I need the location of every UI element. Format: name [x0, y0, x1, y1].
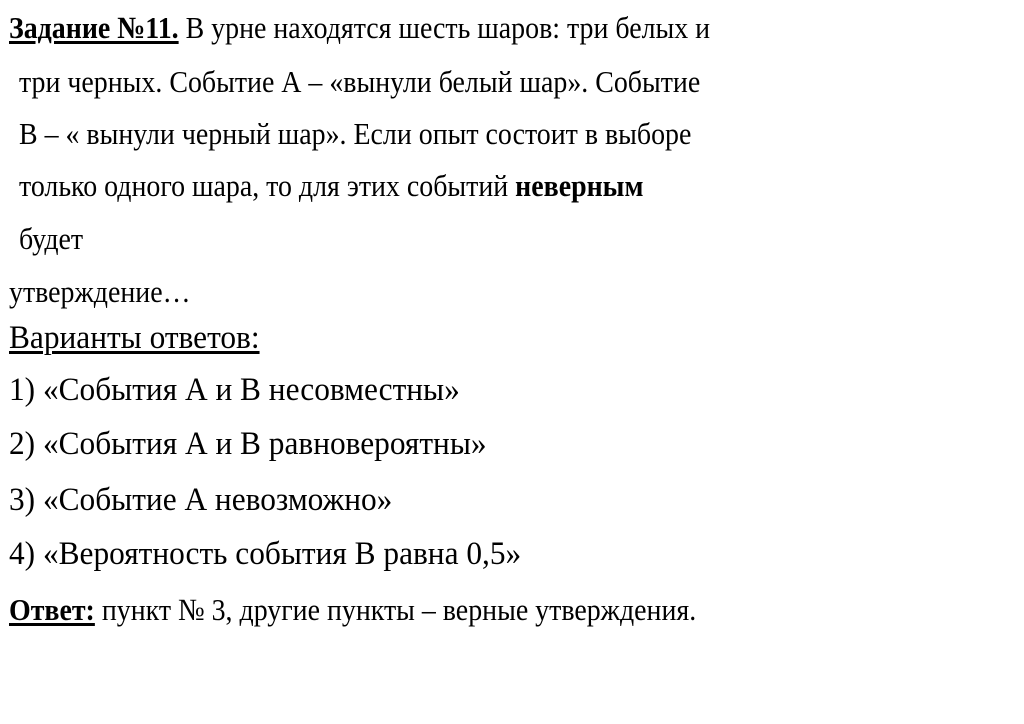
task-line-1	[9, 12, 710, 43]
answer-label: Ответ:	[9, 592, 95, 627]
task-line-6: утверждение…	[9, 274, 191, 309]
task-line-2: три черных. Событие А – «вынули белый шар». Событие	[19, 64, 701, 99]
answer-text: пункт № 3, другие пункты – верные утверждения.	[94, 592, 697, 627]
task-text-1: В урне находятся шесть шаров: три белых и	[178, 10, 711, 45]
variant-item-3: 3) «Событие А невозможно»	[9, 482, 393, 518]
task-emphasis: неверным	[515, 168, 644, 203]
variants-heading: Варианты ответов:	[9, 320, 260, 356]
task-label: Задание №11.	[9, 10, 179, 45]
variant-item-1: 1) «События А и В несовместны»	[9, 372, 460, 408]
task-text-4: только одного шара, то для этих событий	[19, 168, 516, 203]
variant-item-4: 4) «Вероятность события В равна 0,5»	[9, 536, 522, 572]
task-line-3: В – « вынули черный шар». Если опыт состоит в выборе	[19, 116, 692, 151]
task-line-5: будет	[19, 221, 84, 256]
variant-item-2: 2) «События А и В равновероятны»	[9, 426, 487, 462]
answer-line	[9, 594, 696, 625]
task-line-4	[19, 170, 643, 201]
